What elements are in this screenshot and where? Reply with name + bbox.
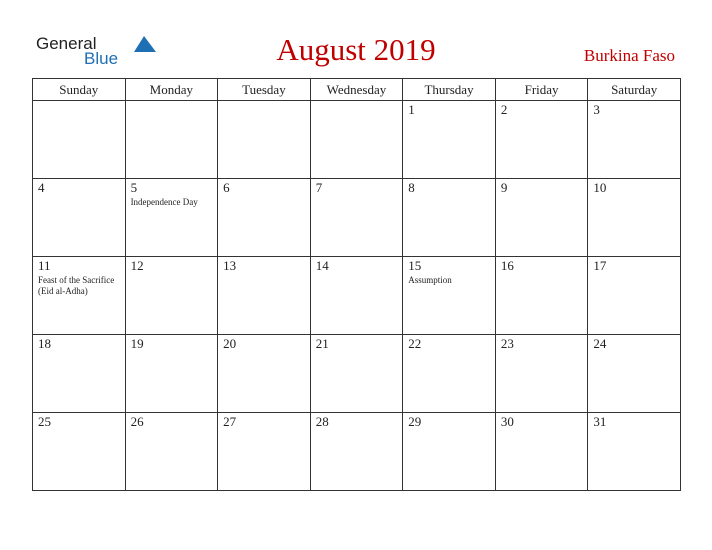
day-number <box>311 101 403 103</box>
day-number: 17 <box>593 258 607 273</box>
calendar-day-cell <box>310 101 403 179</box>
calendar-day-cell <box>125 335 218 413</box>
calendar-day-cell <box>218 179 311 257</box>
day-number: 29 <box>408 414 422 429</box>
day-number: 15 <box>408 258 422 273</box>
calendar-day-cell <box>588 257 681 335</box>
calendar-day-cell <box>403 179 496 257</box>
day-number: 24 <box>593 336 607 351</box>
calendar-day-cell <box>495 257 588 335</box>
calendar-week-row <box>33 179 681 257</box>
day-number: 30 <box>500 414 514 429</box>
logo-text-blue: Blue <box>84 49 119 68</box>
day-number: 5 <box>130 180 138 195</box>
day-number: 6 <box>223 180 230 195</box>
day-number <box>33 101 125 103</box>
weekday-header: Sunday <box>33 79 126 101</box>
day-number: 25 <box>38 414 51 429</box>
weekday-header: Thursday <box>403 79 496 101</box>
day-number: 10 <box>593 180 607 195</box>
calendar-week-row <box>33 413 681 491</box>
calendar-day-cell <box>218 335 311 413</box>
day-number: 11 <box>38 258 51 273</box>
day-number: 9 <box>500 180 508 195</box>
calendar-day-cell <box>218 413 311 491</box>
day-number: 19 <box>130 336 144 351</box>
calendar-body <box>33 101 681 491</box>
calendar-day-cell <box>495 413 588 491</box>
holiday-label: Independence Day <box>130 197 198 207</box>
calendar-day-cell <box>33 335 126 413</box>
calendar-day-cell <box>403 257 496 335</box>
country-name: Burkina Faso <box>583 46 675 65</box>
calendar-day-cell <box>403 335 496 413</box>
weekday-header: Saturday <box>588 79 681 101</box>
calendar-day-cell <box>33 413 126 491</box>
calendar-day-cell <box>218 257 311 335</box>
weekday-header: Monday <box>125 79 218 101</box>
calendar-day-cell <box>125 413 218 491</box>
day-number: 20 <box>223 336 237 351</box>
calendar-day-cell <box>588 179 681 257</box>
day-number: 26 <box>130 414 144 429</box>
weekday-header: Friday <box>495 79 588 101</box>
weekday-header: Tuesday <box>218 79 311 101</box>
day-number: 2 <box>500 102 508 117</box>
day-number: 4 <box>38 180 45 195</box>
day-number: 1 <box>408 102 415 117</box>
day-number: 16 <box>500 258 514 273</box>
calendar-day-cell <box>495 335 588 413</box>
calendar-week-row <box>33 257 681 335</box>
day-number: 28 <box>315 414 329 429</box>
calendar-day-cell <box>588 335 681 413</box>
day-number: 7 <box>315 180 323 195</box>
holiday-label: Assumption <box>408 275 452 285</box>
day-number: 8 <box>408 180 415 195</box>
calendar-day-cell <box>33 257 126 335</box>
day-number: 27 <box>223 414 237 429</box>
calendar-day-cell <box>310 257 403 335</box>
day-number: 12 <box>130 258 144 273</box>
calendar-day-cell <box>33 179 126 257</box>
calendar-day-cell <box>218 101 311 179</box>
calendar-week-row <box>33 335 681 413</box>
weekday-header: Wednesday <box>310 79 403 101</box>
calendar-day-cell <box>588 101 681 179</box>
calendar-day-cell <box>310 179 403 257</box>
day-number: 3 <box>593 102 600 117</box>
calendar-day-cell <box>310 335 403 413</box>
calendar-day-cell <box>125 179 218 257</box>
calendar-day-cell <box>495 179 588 257</box>
weekday-header-row <box>33 79 681 101</box>
day-number: 13 <box>223 258 237 273</box>
calendar-day-cell <box>495 101 588 179</box>
calendar-day-cell <box>403 101 496 179</box>
day-number: 21 <box>315 336 329 351</box>
day-number <box>218 101 310 103</box>
day-number: 23 <box>500 336 514 351</box>
day-number: 31 <box>593 414 607 429</box>
calendar-day-cell <box>403 413 496 491</box>
calendar-day-cell <box>310 413 403 491</box>
day-number <box>126 101 218 103</box>
day-number: 18 <box>38 336 51 351</box>
calendar-title: August 2019 <box>276 32 436 67</box>
day-number: 14 <box>315 258 329 273</box>
calendar-day-cell <box>588 413 681 491</box>
calendar-grid <box>32 78 681 491</box>
calendar-day-cell <box>125 257 218 335</box>
holiday-label: Feast of the Sacrifice (Eid al-Adha) <box>38 275 115 296</box>
calendar-day-cell <box>125 101 218 179</box>
logo-text-general: General <box>36 34 97 53</box>
day-number: 22 <box>408 336 422 351</box>
calendar-week-row <box>33 101 681 179</box>
calendar-day-cell <box>33 101 126 179</box>
